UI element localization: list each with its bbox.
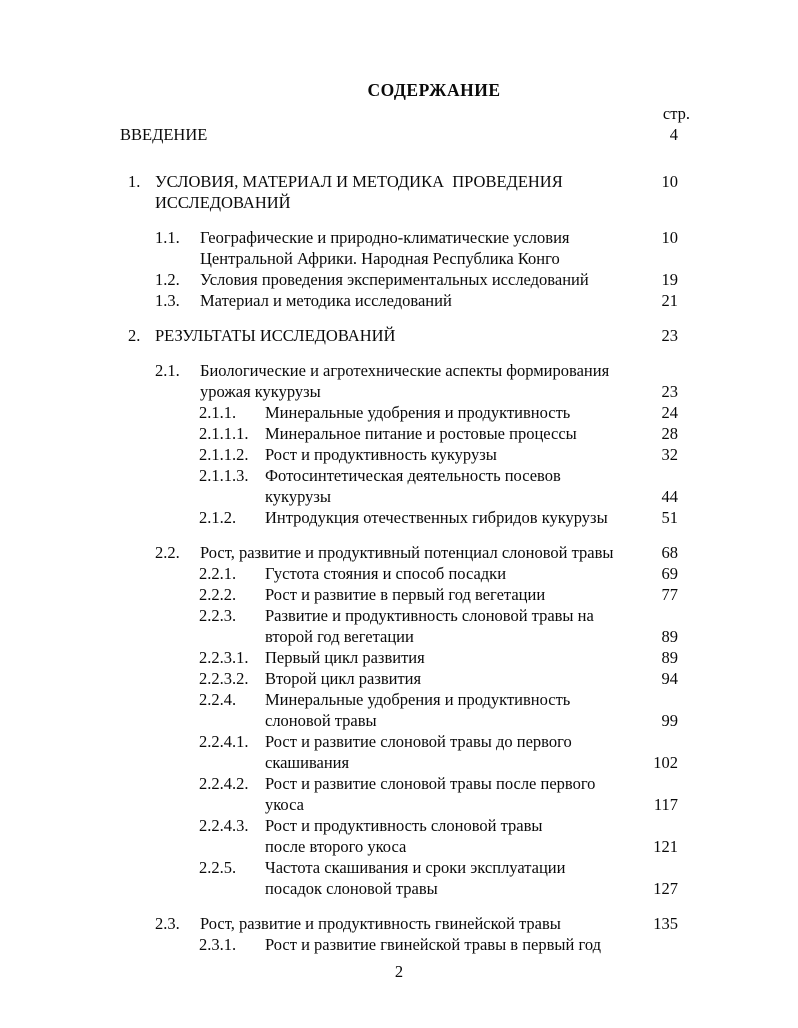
toc-entry-title: укоса xyxy=(265,795,304,814)
toc-entry-title: второй год вегетации xyxy=(265,627,414,646)
toc-entry-text-line xyxy=(265,465,692,486)
toc-entry-number: 2.2.2. xyxy=(199,585,237,604)
toc-entry-page-number: 135 xyxy=(653,914,678,933)
toc-entry xyxy=(118,290,692,311)
toc-entry-page-number: 10 xyxy=(661,172,678,191)
toc-entry-page-number: 19 xyxy=(661,270,678,289)
toc-entry-title: Минеральное питание и ростовые процессы xyxy=(265,424,577,443)
toc-entry-title: Рост и продуктивность кукурузы xyxy=(265,445,497,464)
toc-entry-page-number: 102 xyxy=(653,753,678,772)
toc-entry-text-line xyxy=(265,626,692,647)
toc-entry-text-line xyxy=(265,605,692,626)
toc-entry-title: Второй цикл развития xyxy=(265,669,422,688)
toc-entry-text xyxy=(118,360,692,402)
toc-entry-text-line xyxy=(265,836,692,857)
toc-entry xyxy=(118,934,692,955)
toc-entry-text-line xyxy=(200,913,692,934)
toc-entry-number: 2.2. xyxy=(155,543,180,562)
toc-entry-text-line xyxy=(265,689,692,710)
toc-entry-text-line xyxy=(200,290,692,311)
toc-entry-text-line xyxy=(200,269,692,290)
toc-entry-title: Минеральные удобрения и продуктивность xyxy=(265,403,571,422)
toc-entry-page-number: 51 xyxy=(661,508,678,527)
toc-entry-title: Рост и развитие в первый год вегетации xyxy=(265,585,546,604)
toc-entry-title: Рост, развитие и продуктивный потенциал слоновой травы xyxy=(200,543,614,562)
toc-entry-number: 2.2.3. xyxy=(199,606,237,625)
toc-entry-title: Частота скашивания и сроки эксплуатации xyxy=(265,858,566,877)
toc-entry-page-number: 68 xyxy=(661,543,678,562)
toc-entry xyxy=(118,269,692,290)
toc-entry-title: УСЛОВИЯ, МАТЕРИАЛ И МЕТОДИКА ПРОВЕДЕНИЯ xyxy=(155,172,563,191)
toc-entry-number: 2.1.1.1. xyxy=(199,424,249,443)
toc-entry-page-number: 23 xyxy=(661,382,678,401)
toc-entry-text xyxy=(118,269,692,290)
toc-entry-number: 1. xyxy=(128,172,141,191)
toc-entry-title: Рост и развитие слоновой травы до первого xyxy=(265,732,572,751)
toc-entry-number: 1.3. xyxy=(155,291,180,310)
toc-entry xyxy=(118,773,692,815)
toc-entry-number: 1.1. xyxy=(155,228,180,247)
toc-entry-page-number: 24 xyxy=(661,403,678,422)
toc-entry-title: Рост и продуктивность слоновой травы xyxy=(265,816,543,835)
toc-entry xyxy=(118,605,692,647)
toc-entry xyxy=(118,584,692,605)
toc-entry-text-line xyxy=(265,857,692,878)
toc-entry-number: 2.2.3.1. xyxy=(199,648,249,667)
toc-entry-page-number: 99 xyxy=(661,711,678,730)
toc-entry-title: посадок слоновой травы xyxy=(265,879,438,898)
toc-entry-text-line xyxy=(155,171,692,192)
toc-entry-page-number: 32 xyxy=(661,445,678,464)
toc-entry-page-number: 21 xyxy=(661,291,678,310)
toc-entry-title: Рост и развитие слоновой травы после первого xyxy=(265,774,596,793)
toc-entry-number: 2.3. xyxy=(155,914,180,933)
toc-entry-title: Густота стояния и способ посадки xyxy=(265,564,507,583)
toc-entry-title: Развитие и продуктивность слоновой травы на xyxy=(265,606,594,625)
toc-entry-title: ВВЕДЕНИЕ xyxy=(120,125,208,144)
toc-entry-number: 2.2.3.2. xyxy=(199,669,249,688)
toc-entry-number: 2.1.1. xyxy=(199,403,237,422)
toc-entry-text-line xyxy=(265,423,692,444)
toc-entry-number: 2.1.1.2. xyxy=(199,445,249,464)
toc-entry-title: Рост и развитие гвинейской травы в первый год xyxy=(265,935,601,954)
toc-entry-title: РЕЗУЛЬТАТЫ ИССЛЕДОВАНИЙ xyxy=(155,326,396,345)
toc-entry-number: 2.3.1. xyxy=(199,935,237,954)
toc-entries xyxy=(118,124,692,955)
toc-entry-text-line xyxy=(200,360,692,381)
toc-entry xyxy=(118,542,692,563)
toc-entry-text-line xyxy=(265,934,692,955)
toc-entry-page-number: 69 xyxy=(661,564,678,583)
toc-entry-text-line xyxy=(265,402,692,423)
toc-entry-text-line xyxy=(120,124,692,145)
toc-entry-page-number: 44 xyxy=(661,487,678,506)
toc-entry-text xyxy=(118,171,692,213)
toc-entry xyxy=(118,227,692,269)
toc-entry-number: 2. xyxy=(128,326,141,345)
toc-entry-text-line xyxy=(265,731,692,752)
toc-entry-text-line xyxy=(265,668,692,689)
toc-entry-title: после второго укоса xyxy=(265,837,407,856)
page-column-header: стр. xyxy=(662,104,690,123)
toc-entry-page-number: 121 xyxy=(653,837,678,856)
toc-entry-page-number: 94 xyxy=(661,669,678,688)
toc-entry xyxy=(118,689,692,731)
toc-entry xyxy=(118,423,692,444)
toc-entry xyxy=(118,647,692,668)
toc-entry-number: 2.1.2. xyxy=(199,508,237,527)
page-title: СОДЕРЖАНИЕ xyxy=(367,80,501,100)
toc-entry-title: Фотосинтетическая деятельность посевов xyxy=(265,466,561,485)
toc-entry-title: Центральной Африки. Народная Республика Конго xyxy=(200,249,560,268)
toc-entry-text-line xyxy=(265,752,692,773)
toc-entry xyxy=(118,124,692,145)
toc-entry-page-number: 28 xyxy=(661,424,678,443)
footer-page-number: 2 xyxy=(394,962,404,981)
toc-entry-number: 2.2.4. xyxy=(199,690,237,709)
toc-entry xyxy=(118,325,692,346)
toc-entry-page-number: 23 xyxy=(661,326,678,345)
toc-entry-text-line xyxy=(200,248,692,269)
toc-entry-number: 2.2.1. xyxy=(199,564,237,583)
toc-entry-title: слоновой травы xyxy=(265,711,377,730)
toc-entry xyxy=(118,815,692,857)
toc-entry-page-number: 4 xyxy=(669,125,678,144)
toc-entry xyxy=(118,563,692,584)
toc-entry-number: 2.2.4.2. xyxy=(199,774,249,793)
toc-entry-text-line xyxy=(265,647,692,668)
toc-entry-text-line xyxy=(265,584,692,605)
toc-entry-number: 2.2.4.1. xyxy=(199,732,249,751)
toc-entry-title: Условия проведения экспериментальных исследований xyxy=(200,270,589,289)
toc-entry-page-number: 89 xyxy=(661,648,678,667)
toc-entry-page-number: 127 xyxy=(653,879,678,898)
toc-entry xyxy=(118,360,692,402)
toc-entry xyxy=(118,731,692,773)
toc-entry-title: Материал и методика исследований xyxy=(200,291,452,310)
toc-entry-number: 2.1. xyxy=(155,361,180,380)
toc-entry-title: урожая кукурузы xyxy=(200,382,321,401)
toc-entry-text-line xyxy=(200,381,692,402)
toc-entry-number: 2.1.1.3. xyxy=(199,466,249,485)
toc-entry-title: скашивания xyxy=(265,753,350,772)
toc-entry-text xyxy=(118,325,692,346)
toc-entry xyxy=(118,507,692,528)
toc-entry-page-number: 117 xyxy=(653,795,678,814)
toc-entry-text-line xyxy=(265,486,692,507)
toc-entry-text-line xyxy=(265,444,692,465)
toc-entry-text-line xyxy=(265,563,692,584)
toc-entry-text xyxy=(118,227,692,269)
toc-entry-number: 1.2. xyxy=(155,270,180,289)
toc-entry-title: Минеральные удобрения и продуктивность xyxy=(265,690,571,709)
toc-entry-text-line xyxy=(155,325,692,346)
toc-entry-title: ИССЛЕДОВАНИЙ xyxy=(155,193,291,212)
toc-entry-title: Биологические и агротехнические аспекты формирования xyxy=(200,361,610,380)
toc-entry-number: 2.2.5. xyxy=(199,858,237,877)
toc-entry xyxy=(118,857,692,899)
toc-entry-text-line xyxy=(265,710,692,731)
toc-entry-title: Рост, развитие и продуктивность гвинейской травы xyxy=(200,914,561,933)
toc-entry xyxy=(118,465,692,507)
toc-entry-text-line xyxy=(155,192,692,213)
toc-entry xyxy=(118,444,692,465)
toc-entry xyxy=(118,668,692,689)
toc-entry-text-line xyxy=(265,794,692,815)
toc-entry-title: кукурузы xyxy=(265,487,331,506)
toc-entry-text-line xyxy=(265,773,692,794)
toc-entry-text-line xyxy=(265,815,692,836)
toc-entry-page-number: 10 xyxy=(661,228,678,247)
toc-entry xyxy=(118,171,692,213)
toc-entry-page-number: 89 xyxy=(661,627,678,646)
toc-entry-title: Географические и природно-климатические условия xyxy=(200,228,570,247)
toc-entry-text-line xyxy=(200,227,692,248)
toc-entry-text xyxy=(118,913,692,934)
table-of-contents xyxy=(118,0,692,955)
toc-entry-text-line xyxy=(265,878,692,899)
toc-entry-text-line xyxy=(265,507,692,528)
toc-entry-number: 2.2.4.3. xyxy=(199,816,249,835)
toc-entry-text xyxy=(118,124,692,145)
toc-entry-text xyxy=(118,290,692,311)
toc-entry-title: Интродукция отечественных гибридов кукурузы xyxy=(265,508,608,527)
toc-entry-text-line xyxy=(200,542,692,563)
toc-entry xyxy=(118,913,692,934)
toc-entry xyxy=(118,402,692,423)
toc-entry-text xyxy=(118,542,692,563)
toc-entry-page-number: 77 xyxy=(661,585,678,604)
toc-entry-title: Первый цикл развития xyxy=(265,648,425,667)
